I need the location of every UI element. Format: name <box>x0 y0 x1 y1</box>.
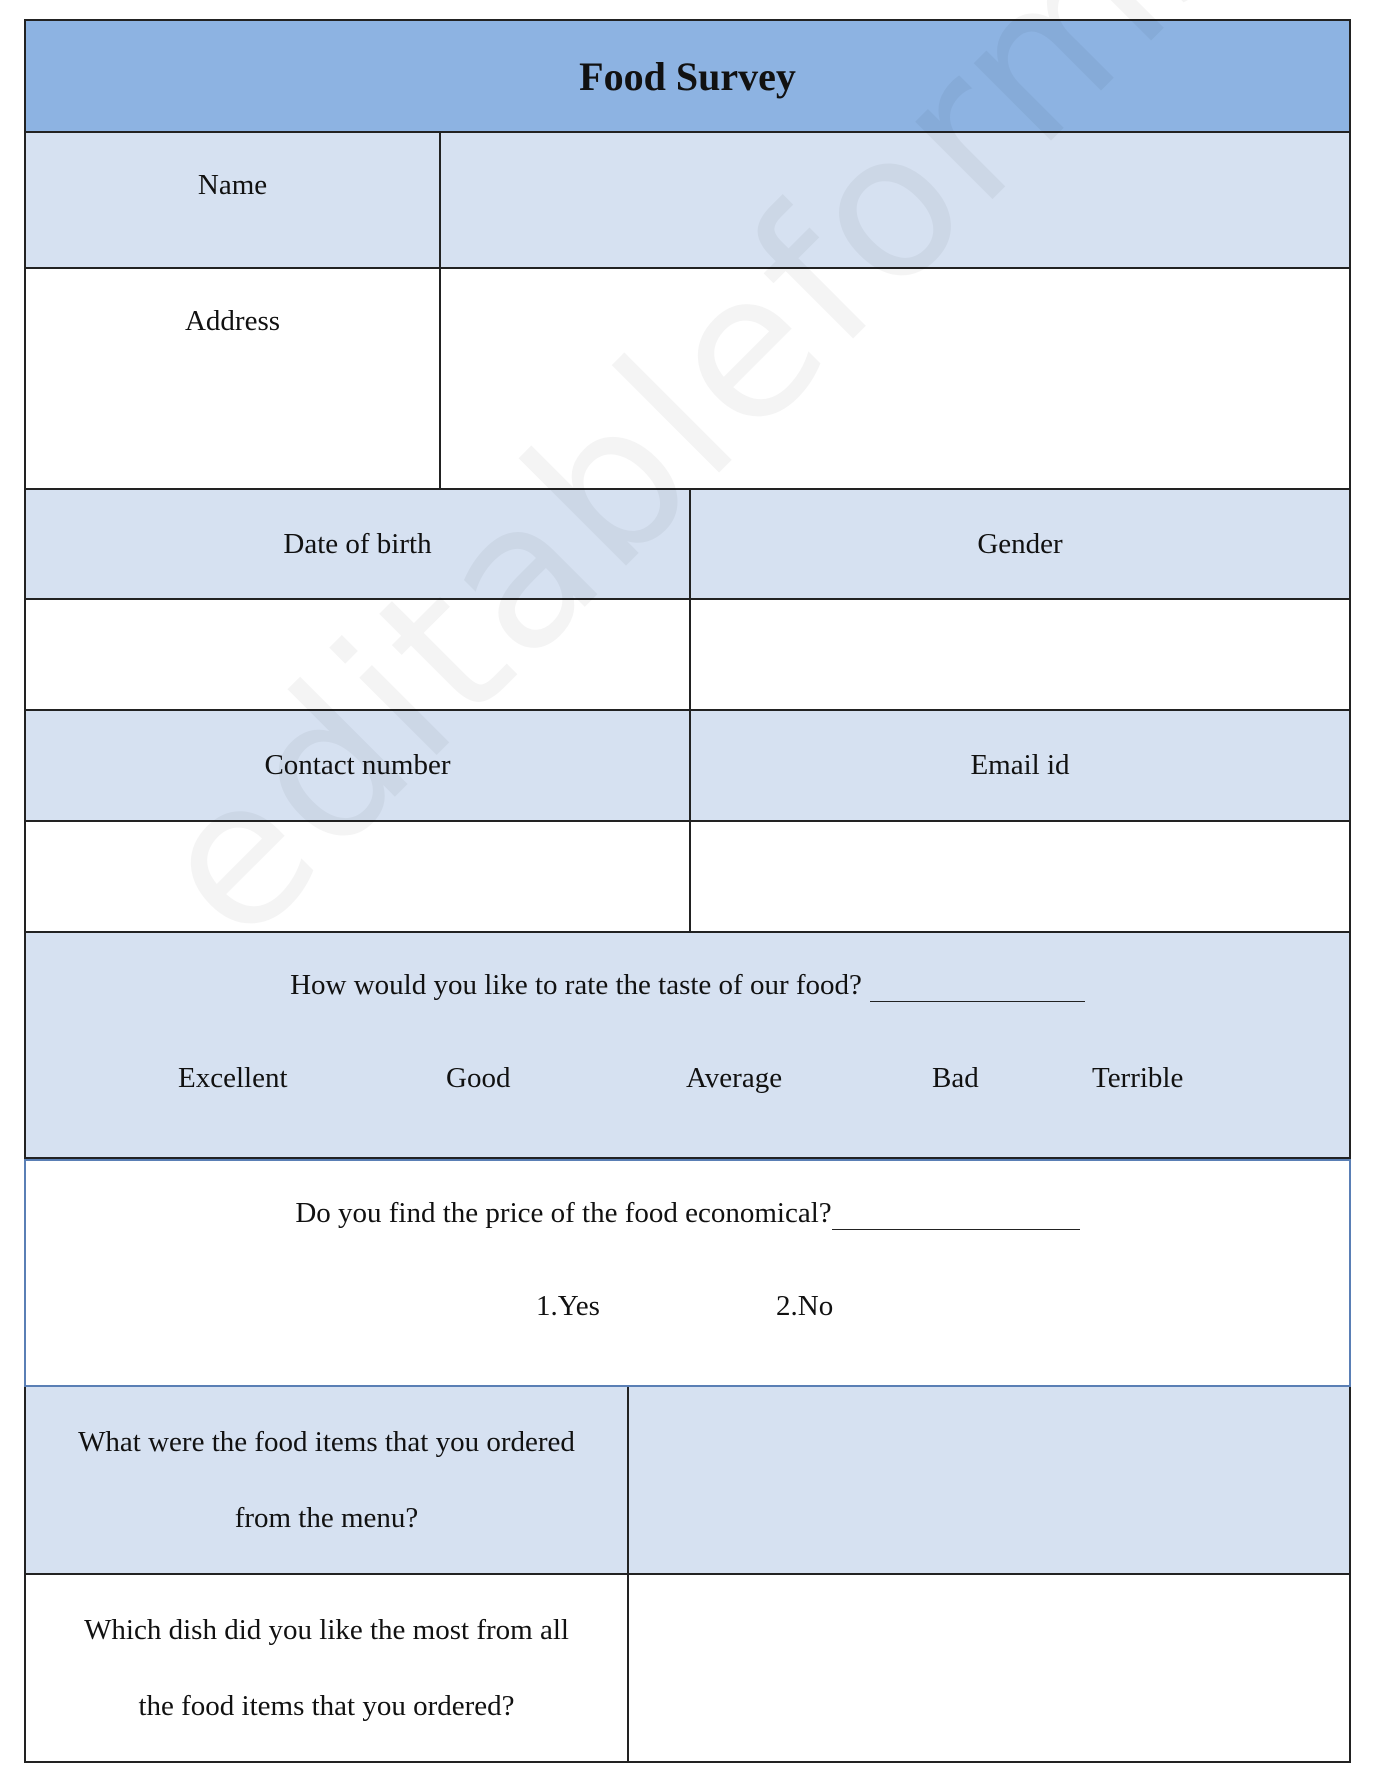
favourite-dish-row <box>24 1575 1351 1763</box>
dob-gender-header-row <box>24 490 1351 600</box>
dob-label: Date of birth <box>26 490 689 598</box>
food-items-question <box>26 1387 627 1573</box>
contact-email-header-row <box>24 711 1351 822</box>
name-field[interactable] <box>439 133 1349 267</box>
form-title: Food Survey <box>26 21 1349 131</box>
email-field[interactable] <box>689 822 1349 931</box>
price-option-yes[interactable]: 1.Yes <box>536 1290 600 1322</box>
favourite-dish-question-line1: Which dish did you like the most from all <box>84 1614 569 1646</box>
favourite-dish-answer-field[interactable] <box>627 1575 1349 1761</box>
taste-option-excellent[interactable]: Excellent <box>178 1062 288 1094</box>
taste-option-bad[interactable]: Bad <box>932 1062 979 1094</box>
price-option-no[interactable]: 2.No <box>776 1290 834 1322</box>
price-question-text: Do you find the price of the food economical? <box>295 1197 832 1229</box>
price-question-block <box>26 1161 1349 1385</box>
gender-field[interactable] <box>689 600 1349 709</box>
contact-label: Contact number <box>26 711 689 820</box>
contact-field[interactable] <box>26 822 689 931</box>
taste-question-text: How would you like to rate the taste of our food? <box>290 969 862 1001</box>
food-items-answer-field[interactable] <box>627 1387 1349 1573</box>
taste-option-good[interactable]: Good <box>446 1062 511 1094</box>
gender-label: Gender <box>689 490 1349 598</box>
taste-question-block <box>26 933 1349 1157</box>
taste-question-row <box>24 933 1351 1159</box>
dob-gender-input-row <box>24 600 1351 711</box>
favourite-dish-question <box>26 1575 627 1761</box>
food-items-question-line1: What were the food items that you ordered <box>78 1426 575 1458</box>
address-row <box>24 269 1351 490</box>
taste-option-terrible[interactable]: Terrible <box>1092 1062 1184 1094</box>
food-survey-form <box>24 19 1351 1763</box>
address-label: Address <box>184 305 281 337</box>
taste-option-average[interactable]: Average <box>686 1062 783 1094</box>
title-row <box>24 19 1351 133</box>
taste-options <box>26 1062 1349 1122</box>
price-question-row <box>24 1159 1351 1387</box>
address-field[interactable] <box>439 269 1349 488</box>
food-items-question-line2: from the menu? <box>234 1502 419 1534</box>
taste-answer-blank[interactable] <box>870 969 1085 1002</box>
favourite-dish-question-line2: the food items that you ordered? <box>138 1690 515 1722</box>
food-items-row <box>24 1387 1351 1575</box>
name-row <box>24 133 1351 269</box>
dob-field[interactable] <box>26 600 689 709</box>
name-label: Name <box>26 133 439 267</box>
email-label: Email id <box>689 711 1349 820</box>
price-options <box>26 1290 1349 1350</box>
contact-email-input-row <box>24 822 1351 933</box>
price-question <box>295 1197 1079 1230</box>
taste-question <box>290 969 1085 1002</box>
price-answer-blank[interactable] <box>832 1197 1080 1230</box>
